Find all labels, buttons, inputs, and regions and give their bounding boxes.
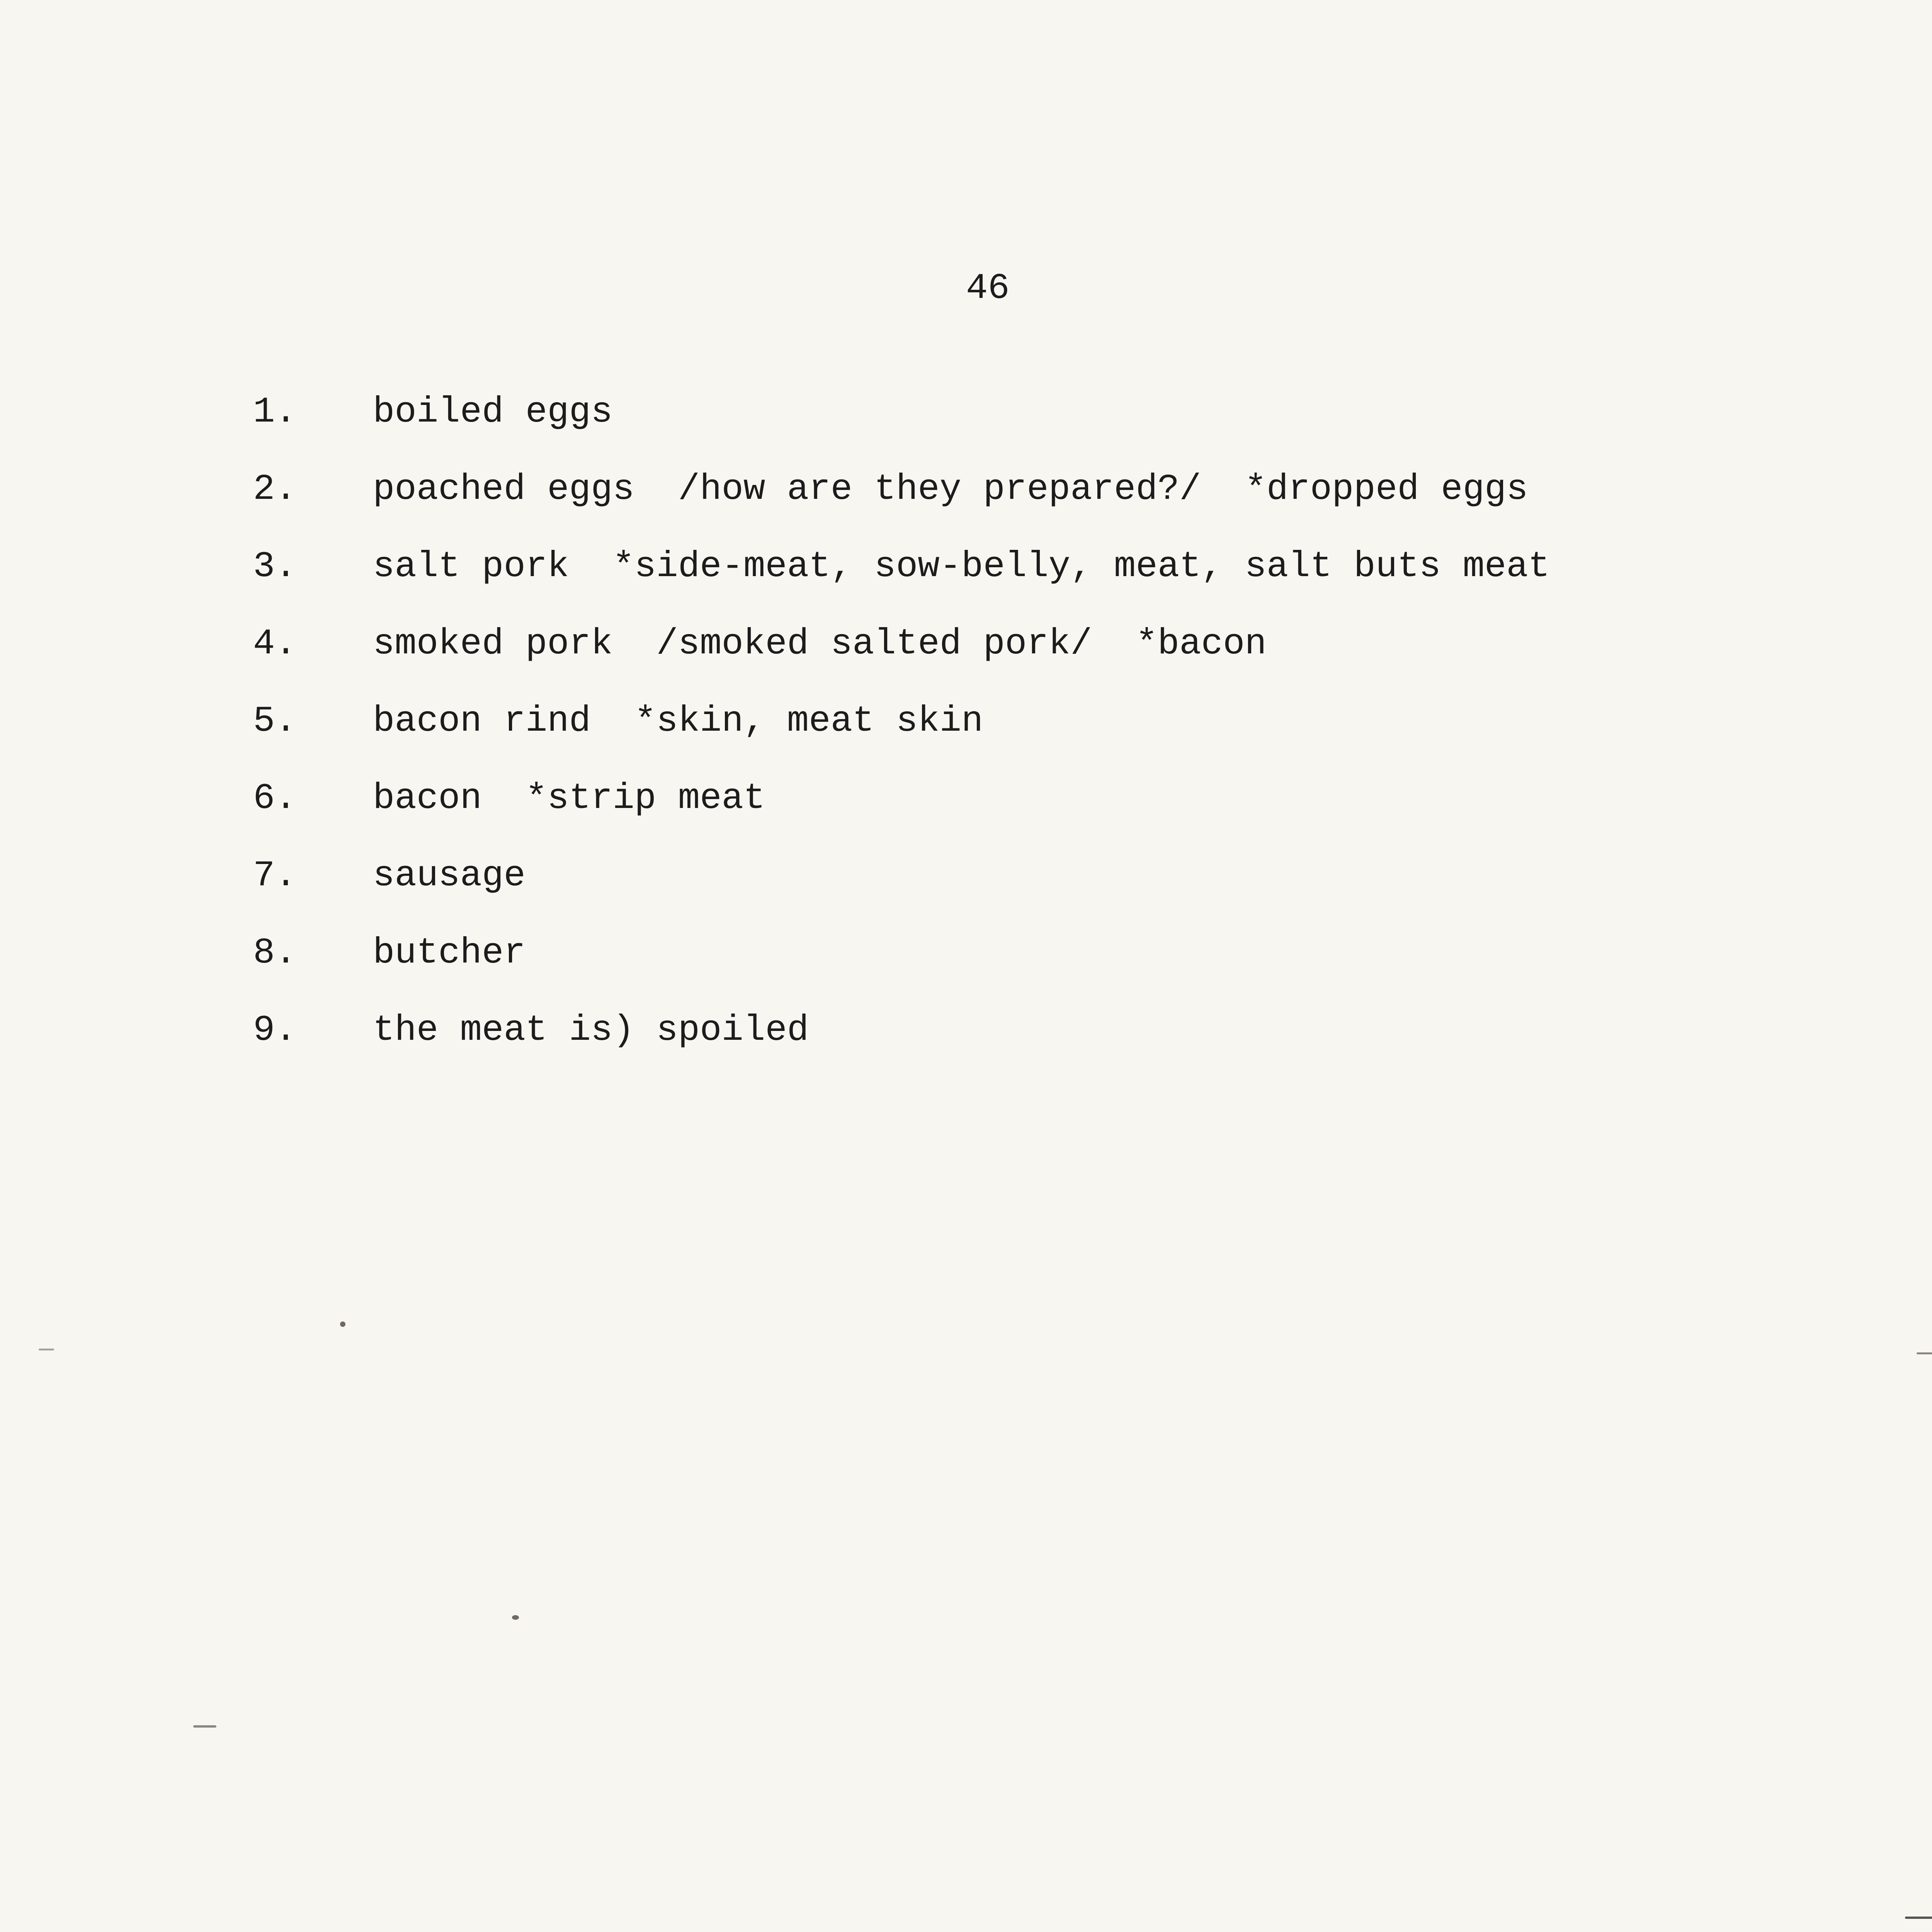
item-text: smoked pork /smoked salted pork/ *bacon (373, 624, 1267, 665)
item-text: the meat is) spoiled (373, 1010, 809, 1051)
list-item (0, 703, 1739, 746)
item-number: 9. (253, 1010, 297, 1051)
item-number: 1. (253, 392, 297, 433)
item-number: 3. (253, 546, 297, 587)
list-item (0, 855, 1739, 900)
list-item (0, 935, 1739, 978)
list-item (0, 778, 1739, 823)
paper-speck (1917, 1352, 1932, 1354)
item-number: 4. (253, 624, 297, 665)
item-text: bacon *strip meat (373, 778, 765, 819)
item-number: 2. (253, 469, 297, 510)
list-item (0, 1012, 1739, 1055)
item-text: butcher (373, 933, 526, 974)
list-item (0, 471, 1739, 514)
item-number: 5. (253, 701, 297, 742)
paper-speck (512, 1615, 519, 1620)
item-number: 6. (253, 778, 297, 819)
item-number: 8. (253, 933, 297, 974)
paper-speck (340, 1321, 345, 1327)
item-number: 7. (253, 855, 297, 896)
item-text: boiled eggs (373, 392, 613, 433)
list-item (0, 626, 1739, 668)
page-number: 46 (966, 268, 1010, 309)
list-item (0, 546, 1739, 591)
item-text: salt pork *side-meat, sow-belly, meat, salt buts meat (373, 546, 1550, 587)
paper-speck (1905, 1917, 1932, 1919)
paper-speck (39, 1349, 54, 1350)
item-text: poached eggs /how are they prepared?/ *dropped eggs (373, 469, 1528, 510)
paper-speck (193, 1725, 216, 1728)
item-text: sausage (373, 855, 526, 896)
list-item (0, 394, 1739, 437)
item-text: bacon rind *skin, meat skin (373, 701, 983, 742)
